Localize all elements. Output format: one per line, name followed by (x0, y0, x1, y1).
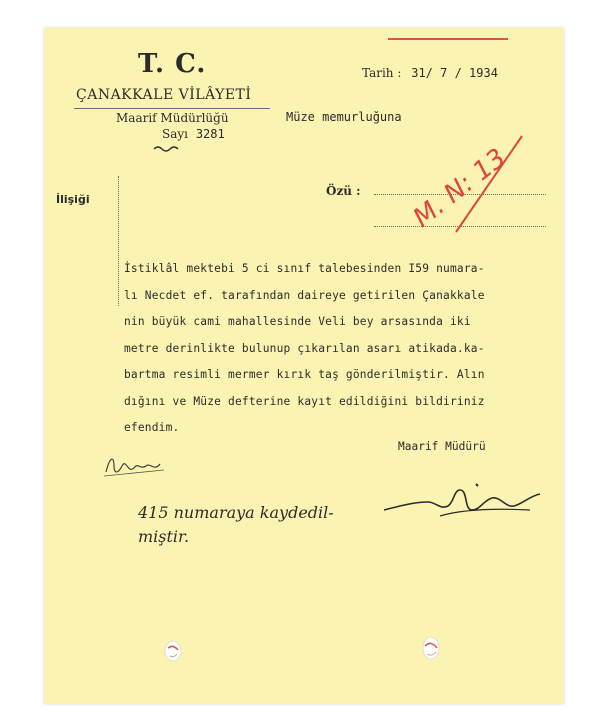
body-line: metre derinlikte bulunup çıkarılan asarı atikada.ka- (124, 341, 485, 355)
handwritten-initials-icon (100, 452, 170, 482)
department-name: Maarif Müdürlüğü (116, 111, 229, 125)
date-block (362, 66, 498, 80)
number-value: 3281 (195, 127, 225, 141)
body-line: dığını ve Müze defterine kayıt edildiğini bildiriniz (124, 394, 485, 408)
punch-hole-icon (162, 638, 184, 664)
summary-label: Özü : (326, 184, 361, 198)
punch-hole-icon (420, 634, 442, 662)
letter-body (124, 256, 564, 442)
addressee: Müze memurluğuna (286, 110, 402, 124)
date-label: Tarih : (362, 66, 402, 80)
red-pencil-line (388, 38, 508, 40)
note-line-2: miştir. (138, 527, 190, 546)
red-pencil-annotation (404, 128, 524, 238)
header-rule (74, 108, 270, 109)
document-page (44, 28, 564, 704)
body-line: lı Necdet ef. tarafından daireye getirilen Çanakkale (124, 288, 485, 302)
body-line: efendim. (124, 421, 180, 434)
note-line-1: 415 numaraya kaydedil- (138, 503, 334, 522)
date-value: 31/ 7 / 1934 (411, 66, 498, 80)
document-number (162, 127, 225, 141)
signature-icon (380, 480, 550, 530)
province-name: ÇANAKKALE VİLÂYETİ (76, 87, 252, 103)
header-title: T. C. (138, 49, 207, 79)
red-annotation-text: M. N: 13 (407, 143, 512, 234)
body-line: nin büyük cami mahallesinde Veli bey arsasında iki (124, 315, 471, 328)
body-line: bartma resimli mermer kırık taş gönderilmiştir. Alın (124, 368, 485, 381)
margin-dotted-line (118, 176, 119, 306)
attachment-label: İlişiği (56, 193, 90, 206)
handwritten-registry-note (134, 500, 404, 560)
number-label: Sayı (162, 127, 188, 141)
body-line: İstiklâl mektebi 5 ci sınıf talebesinden I59 numara- (124, 262, 485, 275)
signatory-title: Maarif Müdürü (398, 440, 486, 453)
flourish-icon (152, 144, 182, 154)
